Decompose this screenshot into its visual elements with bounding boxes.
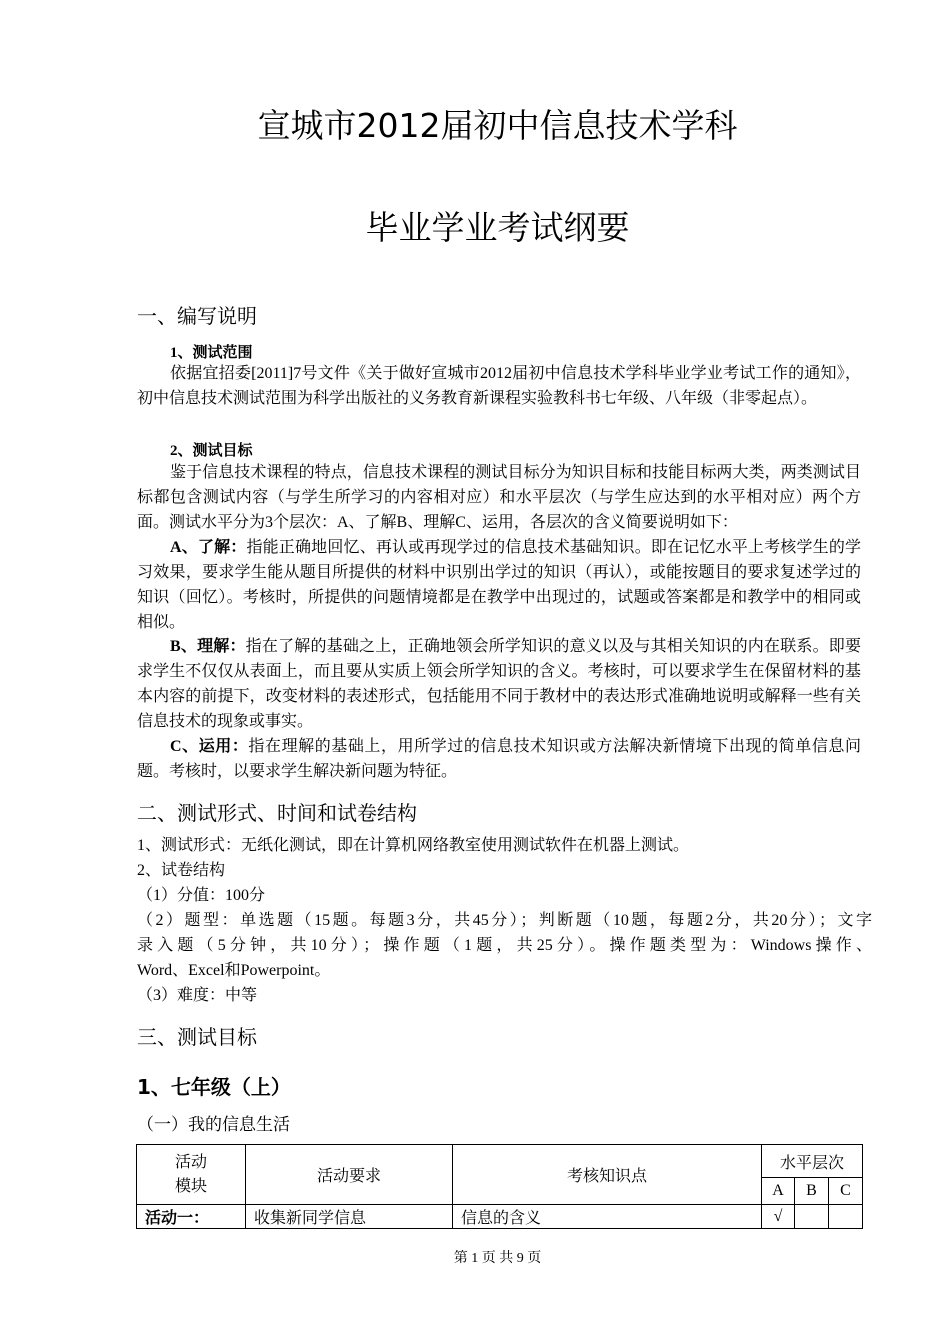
level-b-text: 指在了解的基础之上，正确地领会所学知识的意义以及与其相关知识的内在联系。即要求学生不仅仅从表面上，而且要从实质上领会所学知识的含义。考核时，可以要求学生在保留材料的基本内容的前提下，改变材料的表述形式，包括能用不同于教材中的表达形式准确地说明或解释一些有关信息技术的现象或事实。: [137, 638, 861, 730]
cell-level-b: [795, 1205, 829, 1229]
level-c-label: C、运用：: [170, 738, 249, 755]
header-requirement: 活动要求: [246, 1145, 453, 1205]
cell-module: 活动一：: [137, 1205, 246, 1229]
paragraph-test-goals: 鉴于信息技术课程的特点，信息技术课程的测试目标分为知识目标和技能目标两大类，两类测试目标都包含测试内容（与学生所学习的内容相对应）和水平层次（与学生应达到的水平相对应）两个方面。测试水平分为3个层次：A、了解B、理解C、运用，各层次的含义简要说明如下：: [137, 464, 861, 531]
level-c-text: 指在理解的基础上，用所学过的信息技术知识或方法解决新情境下出现的简单信息问题。考核时，以要求学生解决新问题为特征。: [137, 738, 861, 780]
cell-requirement: 收集新同学信息: [246, 1205, 453, 1229]
line-test-form: 1、测试形式：无纸化测试，即在计算机网络教室使用测试软件在机器上测试。: [137, 837, 690, 854]
unit-heading: （一）我的信息生活: [137, 1115, 290, 1135]
level-a-label: A、了解：: [170, 539, 247, 556]
page-footer: 第 1 页 共 9 页: [453, 1251, 542, 1266]
document-title-line2: 毕业学业考试纲要: [365, 208, 630, 247]
cell-level-c: [829, 1205, 863, 1229]
section1-heading: 一、编写说明: [137, 304, 257, 328]
subheading-test-scope: 1、测试范围: [170, 345, 253, 361]
level-b-label: B、理解：: [170, 638, 246, 655]
line-difficulty: （3）难度：中等: [137, 987, 258, 1004]
line-question-types-3: Word、Excel和Powerpoint。: [137, 962, 331, 979]
paragraph-level-b: [137, 634, 861, 734]
paragraph-test-scope: 依据宜招委[2011]7号文件《关于做好宣城市2012届初中信息技术学科毕业学业考试工作的通知》，初中信息技术测试范围为科学出版社的义务教育新课程实验教科书七年级、八年级（非零起点）。: [137, 365, 861, 407]
header-knowledge-point: 考核知识点: [453, 1145, 762, 1205]
objectives-table: [136, 1144, 863, 1229]
header-level-a: A: [762, 1178, 795, 1205]
cell-level-a: √: [762, 1205, 795, 1229]
line-question-types-2: 录入题（5分钟，共10分）；操作题（1题，共25分）。操作题类型为：Windows操作、: [137, 937, 872, 954]
paragraph-level-a: [137, 535, 861, 635]
cell-knowledge-point: 信息的含义: [453, 1205, 762, 1229]
header-module-line1: 活动: [174, 1153, 207, 1171]
header-module-line2: 模块: [174, 1177, 207, 1195]
line-score: （1）分值：100分: [137, 887, 266, 904]
table-row: [137, 1205, 863, 1229]
grade-heading: 1、七年级（上）: [137, 1075, 291, 1099]
header-level-c: C: [829, 1178, 863, 1205]
line-question-types-1: （2）题型：单选题（15题。每题3分，共45分）；判断题（10题，每题2分，共20分）；文字: [137, 912, 872, 929]
header-level-b: B: [795, 1178, 829, 1205]
line-paper-structure: 2、试卷结构: [137, 862, 226, 879]
paragraph-level-c: [137, 734, 861, 784]
section2-heading: 二、测试形式、时间和试卷结构: [137, 801, 417, 825]
document-title-line1: 宣城市2012届初中信息技术学科: [257, 106, 738, 145]
section3-heading: 三、测试目标: [137, 1025, 257, 1049]
header-module: [137, 1145, 246, 1205]
level-a-text: 指能正确地回忆、再认或再现学过的信息技术基础知识。即在记忆水平上考核学生的学习效果，要求学生能从题目所提供的材料中识别出学过的知识（再认），或能按题目的要求复述学过的知识（回忆）。考核时，所提供的问题情境都是在教学中出现过的，试题或答案都是和教学中的相同或相似。: [137, 539, 861, 631]
subheading-test-goals: 2、测试目标: [170, 443, 253, 459]
header-level: 水平层次: [762, 1145, 863, 1178]
